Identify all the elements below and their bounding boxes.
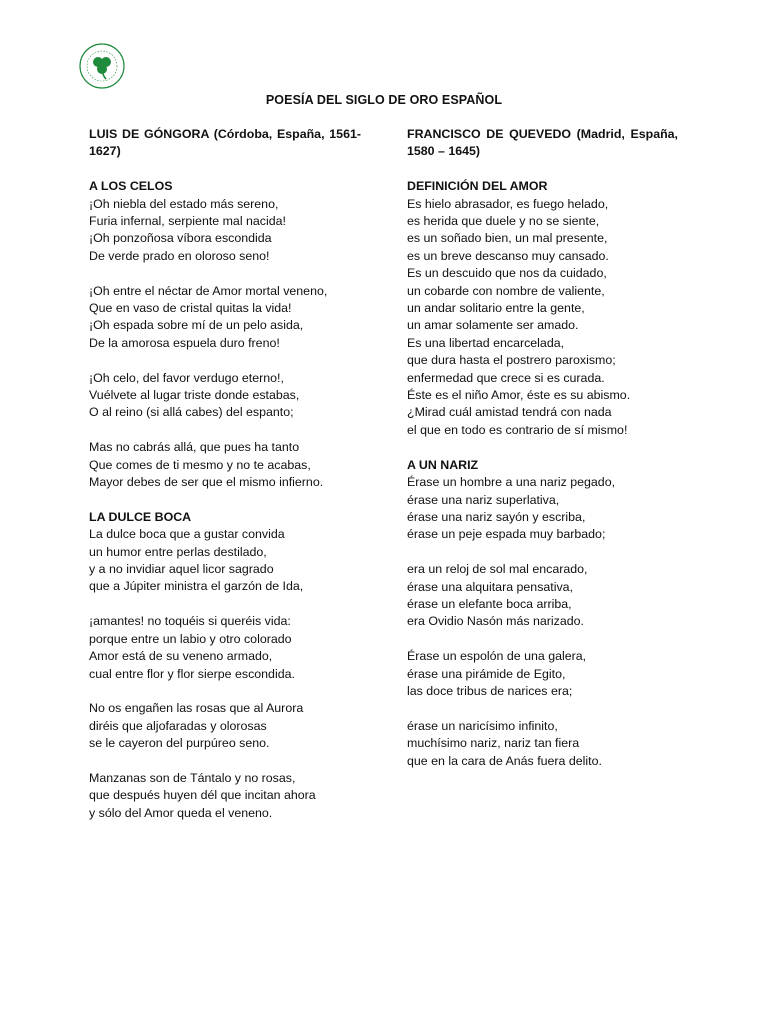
poem-title: DEFINICIÓN DEL AMOR [407, 179, 548, 194]
poem-line: ¡Oh ponzoñosa víbora escondida [89, 231, 272, 246]
poem-line: Amor está de su veneno armado, [89, 649, 273, 664]
poem-line: el que en todo es contrario de sí mismo! [407, 422, 628, 437]
poem-line: enfermedad que crece si es curada. [407, 370, 605, 385]
poem-line: Es hielo abrasador, es fuego helado, [407, 196, 609, 211]
poem-line: cual entre flor y flor sierpe escondida. [89, 666, 295, 681]
poem-line: un cobarde con nombre de valiente, [407, 283, 605, 298]
poem-line: Érase un hombre a una nariz pegado, [407, 475, 616, 490]
stanza [407, 561, 678, 631]
poem-line: La dulce boca que a gustar convida [89, 527, 285, 542]
poem-line: es un soñado bien, un mal presente, [407, 231, 608, 246]
poem-title: LA DULCE BOCA [89, 509, 192, 524]
poem-line: érase una nariz superlativa, [407, 492, 560, 507]
poem-line: muchísimo nariz, nariz tan fiera [407, 736, 580, 751]
poem-title: A LOS CELOS [89, 179, 173, 194]
poem-line: ¡Oh celo, del favor verdugo eterno!, [89, 370, 284, 385]
poem-line: era Ovidio Nasón más narizado. [407, 614, 584, 629]
poem-line: Manzanas son de Tántalo y no rosas, [89, 770, 296, 785]
right-column [407, 126, 678, 787]
stanza [89, 613, 361, 683]
poem-line: De verde prado en oloroso seno! [89, 248, 270, 263]
poem-line: Mas no cabrás allá, que pues ha tanto [89, 440, 300, 455]
poem-line: O al reino (si allá cabes) del espanto; [89, 405, 294, 420]
left-poems [89, 178, 361, 822]
poem-line: un amar solamente ser amado. [407, 318, 579, 333]
stanza [89, 196, 361, 266]
poem-line: ¡Oh espada sobre mí de un pelo asida, [89, 318, 304, 333]
poem-line: era un reloj de sol mal encarado, [407, 562, 588, 577]
poem-line: ¿Mirad cuál amistad tendrá con nada [407, 405, 612, 420]
poem-line: No os engañen las rosas que al Aurora [89, 701, 304, 716]
poem-line: Érase un espolón de una galera, [407, 649, 587, 664]
poem-line: que en la cara de Anás fuera delito. [407, 753, 602, 768]
poem-line: que a Júpiter ministra el garzón de Ida, [89, 579, 304, 594]
stanza [89, 439, 361, 491]
poem [89, 509, 361, 822]
poem-line: Que comes de ti mesmo y no te acabas, [89, 457, 311, 472]
shamrock-icon [78, 42, 126, 90]
poem-line: Que en vaso de cristal quitas la vida! [89, 301, 292, 316]
poem-line: érase una alquitara pensativa, [407, 579, 574, 594]
stanza [89, 370, 361, 422]
author-quevedo: FRANCISCO DE QUEVEDO (Madrid, España, 1580 – 1645) [407, 127, 678, 159]
poem-line: que dura hasta el postrero paroxismo; [407, 353, 616, 368]
poem-line: porque entre un labio y otro colorado [89, 631, 292, 646]
poem-line: que después huyen dél que incitan ahora [89, 788, 316, 803]
author-gongora: LUIS DE GÓNGORA (Córdoba, España, 1561-1627) [89, 127, 361, 159]
poem-line: Furia infernal, serpiente mal nacida! [89, 214, 286, 229]
poem-line: Mayor debes de ser que el mismo infierno. [89, 475, 324, 490]
stanza [407, 648, 678, 700]
poem-line: un humor entre perlas destilado, [89, 544, 267, 559]
poem-line: ¡amantes! no toquéis si queréis vida: [89, 614, 291, 629]
poem [407, 178, 678, 439]
right-poems [407, 178, 678, 770]
stanza [407, 196, 678, 440]
poem-line: y sólo del Amor queda el veneno. [89, 805, 273, 820]
stanza [407, 474, 678, 544]
left-column [89, 126, 361, 840]
poem-line: Éste es el niño Amor, éste es su abismo. [407, 388, 631, 403]
stanza [89, 526, 361, 596]
poem-line: un andar solitario entre la gente, [407, 301, 585, 316]
document-title: POESÍA DEL SIGLO DE ORO ESPAÑOL [265, 93, 503, 107]
poem-line: érase un naricísimo infinito, [407, 718, 558, 733]
poem-title: A UN NARIZ [407, 457, 479, 472]
poem-line: Es una libertad encarcelada, [407, 335, 565, 350]
poem-line: De la amorosa espuela duro freno! [89, 335, 280, 350]
poem-line: érase un elefante boca arriba, [407, 596, 572, 611]
stanza [89, 770, 361, 822]
poem [407, 457, 678, 770]
poem-line: diréis que aljofaradas y olorosas [89, 718, 267, 733]
poem-line: es herida que duele y no se siente, [407, 214, 600, 229]
poem [89, 178, 361, 491]
poem-line: Es un descuido que nos da cuidado, [407, 266, 607, 281]
poem-line: es un breve descanso muy cansado. [407, 248, 609, 263]
poem-line: las doce tribus de narices era; [407, 683, 573, 698]
stanza [89, 700, 361, 752]
poem-line: se le cayeron del purpúreo seno. [89, 736, 270, 751]
school-logo [78, 42, 126, 90]
poem-line: ¡Oh niebla del estado más sereno, [89, 196, 279, 211]
stanza [407, 718, 678, 770]
poem-line: érase una pirámide de Egito, [407, 666, 566, 681]
poem-line: ¡Oh entre el néctar de Amor mortal veneno, [89, 283, 328, 298]
poem-line: érase un peje espada muy barbado; [407, 527, 606, 542]
poem-line: Vuélvete al lugar triste donde estabas, [89, 388, 300, 403]
poem-line: y a no invidiar aquel licor sagrado [89, 562, 274, 577]
stanza [89, 283, 361, 353]
poem-line: érase una nariz sayón y escriba, [407, 509, 586, 524]
